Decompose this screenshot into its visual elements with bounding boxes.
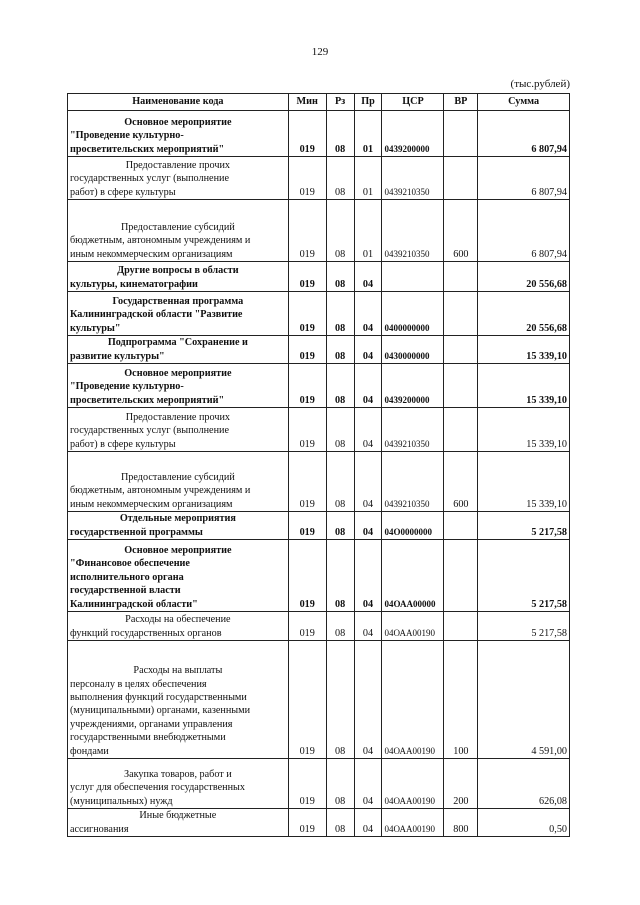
row-vr (444, 111, 478, 157)
row-sum: 0,50 (478, 809, 570, 837)
row-name (68, 540, 289, 612)
row-name (68, 364, 289, 408)
row-min: 019 (288, 809, 326, 837)
row-name-line: Калининградской области" (70, 598, 198, 610)
row-rz: 08 (326, 336, 354, 364)
row-csr: 0439210350 (382, 157, 444, 200)
row-pr: 01 (354, 111, 382, 157)
row-name-line: ассигнования (70, 823, 129, 835)
row-name (68, 612, 289, 641)
row-pr: 01 (354, 157, 382, 200)
row-name-line: Основное мероприятие (124, 116, 232, 128)
row-name-line: услуг для обеспечения государственных (70, 782, 245, 794)
row-name-line: культуры" (70, 322, 121, 334)
row-csr: 0439200000 (382, 111, 444, 157)
row-csr: 04ОАА00190 (382, 759, 444, 809)
row-pr: 04 (354, 612, 382, 641)
row-rz: 08 (326, 364, 354, 408)
row-name-line: иным некоммерческим организациям (70, 248, 233, 260)
budget-table (67, 93, 570, 837)
row-name (68, 408, 289, 452)
row-min: 019 (288, 157, 326, 200)
row-pr: 04 (354, 759, 382, 809)
row-sum: 5 217,58 (478, 512, 570, 540)
page-number: 129 (311, 46, 329, 58)
row-min: 019 (288, 540, 326, 612)
row-sum: 20 556,68 (478, 262, 570, 292)
table-row (68, 200, 570, 262)
row-vr (444, 408, 478, 452)
row-sum: 6 807,94 (478, 157, 570, 200)
row-name-line: государственных услуг (выполнение (70, 425, 230, 437)
row-name-line: Расходы на выплаты (133, 665, 223, 677)
header-sum: Сумма (478, 94, 570, 111)
row-rz: 08 (326, 759, 354, 809)
row-name (68, 292, 289, 336)
row-sum: 15 339,10 (478, 364, 570, 408)
row-name-line: Предоставление субсидий (120, 221, 235, 233)
row-pr: 04 (354, 408, 382, 452)
table-row (68, 408, 570, 452)
header-csr: ЦСР (382, 94, 444, 111)
row-name (68, 759, 289, 809)
row-vr (444, 364, 478, 408)
row-name-line: "Проведение культурно- (70, 130, 184, 142)
row-csr: 0439210350 (382, 200, 444, 262)
row-min: 019 (288, 408, 326, 452)
row-name-line: развитие культуры" (70, 350, 165, 362)
row-rz: 08 (326, 292, 354, 336)
row-name (68, 452, 289, 512)
row-rz: 08 (326, 809, 354, 837)
row-name-line: Основное мероприятие (124, 367, 232, 379)
row-name-line: Предоставление прочих (125, 159, 231, 171)
row-name-line: просветительских мероприятий" (70, 143, 225, 155)
row-rz: 08 (326, 262, 354, 292)
row-csr: 0439210350 (382, 408, 444, 452)
row-name-line: бюджетным, автономным учреждениям и (70, 235, 251, 247)
row-name-line: Основное мероприятие (124, 544, 232, 556)
row-rz: 08 (326, 612, 354, 641)
table-header-row (68, 94, 570, 111)
row-vr (444, 336, 478, 364)
row-name-line: выполнения функций государственными (70, 691, 247, 703)
row-name-line: Государственная программа (112, 295, 244, 307)
row-pr: 04 (354, 512, 382, 540)
row-pr: 04 (354, 336, 382, 364)
row-csr: 0439210350 (382, 452, 444, 512)
row-name (68, 262, 289, 292)
row-name-line: персоналу в целях обеспечения (70, 678, 207, 690)
row-min: 019 (288, 364, 326, 408)
row-min: 019 (288, 759, 326, 809)
row-csr: 04ОАА00190 (382, 809, 444, 837)
row-min: 019 (288, 111, 326, 157)
row-min: 019 (288, 336, 326, 364)
table-row (68, 540, 570, 612)
row-rz: 08 (326, 111, 354, 157)
row-rz: 08 (326, 540, 354, 612)
row-csr: 0439200000 (382, 364, 444, 408)
header-vr: ВР (444, 94, 478, 111)
row-sum: 5 217,58 (478, 612, 570, 641)
row-name-line: "Проведение культурно- (70, 381, 184, 393)
row-vr: 200 (444, 759, 478, 809)
row-pr: 04 (354, 540, 382, 612)
row-pr: 04 (354, 452, 382, 512)
row-csr (382, 262, 444, 292)
row-name-line: иным некоммерческим организациям (70, 498, 233, 510)
row-name-line: Другие вопросы в области (117, 265, 239, 277)
row-min: 019 (288, 200, 326, 262)
row-sum: 6 807,94 (478, 200, 570, 262)
row-min: 019 (288, 452, 326, 512)
row-sum: 15 339,10 (478, 408, 570, 452)
row-name-line: учреждениями, органами управления (70, 718, 233, 730)
row-min: 019 (288, 512, 326, 540)
row-name-line: (муниципальными) органами, казенными (70, 705, 251, 717)
row-name-line: Расходы на обеспечение (125, 614, 231, 626)
row-pr: 04 (354, 809, 382, 837)
row-rz: 08 (326, 452, 354, 512)
row-name-line: фондами (70, 745, 109, 757)
row-csr: 04ОАА00000 (382, 540, 444, 612)
row-csr: 0400000000 (382, 292, 444, 336)
row-name-line: исполнительного органа (70, 571, 184, 583)
row-min: 019 (288, 292, 326, 336)
row-name (68, 809, 289, 837)
row-vr (444, 540, 478, 612)
row-vr (444, 157, 478, 200)
row-name-line: Калининградской области "Развитие (70, 309, 243, 321)
row-name-line: государственной программы (70, 526, 203, 538)
row-csr: 0430000000 (382, 336, 444, 364)
table-row (68, 157, 570, 200)
row-pr: 04 (354, 292, 382, 336)
row-name-line: Подпрограмма "Сохранение и (107, 337, 248, 349)
row-vr: 600 (444, 452, 478, 512)
table-row (68, 262, 570, 292)
row-name-line: "Финансовое обеспечение (70, 558, 190, 570)
row-min: 019 (288, 262, 326, 292)
units-label: (тыс.рублей) (510, 78, 570, 90)
row-sum: 6 807,94 (478, 111, 570, 157)
table-row (68, 809, 570, 837)
row-name-line: Предоставление прочих (125, 411, 231, 423)
row-rz: 08 (326, 200, 354, 262)
row-name (68, 512, 289, 540)
row-name-line: бюджетным, автономным учреждениям и (70, 485, 251, 497)
table-row (68, 641, 570, 759)
row-csr: 04ОАА00190 (382, 641, 444, 759)
row-name-line: просветительских мероприятий" (70, 394, 225, 406)
row-rz: 08 (326, 512, 354, 540)
table-row (68, 512, 570, 540)
row-name (68, 336, 289, 364)
row-name (68, 157, 289, 200)
row-name-line: работ) в сфере культуры (70, 186, 176, 198)
table-row (68, 111, 570, 157)
row-sum: 15 339,10 (478, 336, 570, 364)
row-vr (444, 512, 478, 540)
row-name-line: (муниципальных) нужд (70, 795, 173, 807)
row-name (68, 111, 289, 157)
row-sum: 626,08 (478, 759, 570, 809)
row-min: 019 (288, 612, 326, 641)
row-vr (444, 262, 478, 292)
row-name-line: работ) в сфере культуры (70, 438, 176, 450)
header-name: Наименование кода (68, 94, 289, 111)
header-rz: Рз (326, 94, 354, 111)
row-vr: 600 (444, 200, 478, 262)
row-name-line: Отдельные мероприятия (119, 513, 236, 525)
table-row (68, 364, 570, 408)
row-rz: 08 (326, 408, 354, 452)
row-sum: 5 217,58 (478, 540, 570, 612)
row-name (68, 200, 289, 262)
table-row (68, 452, 570, 512)
row-pr: 04 (354, 641, 382, 759)
row-vr: 800 (444, 809, 478, 837)
row-csr: 04О0000000 (382, 512, 444, 540)
row-pr: 04 (354, 262, 382, 292)
table-row (68, 292, 570, 336)
row-pr: 04 (354, 364, 382, 408)
row-vr (444, 292, 478, 336)
row-pr: 01 (354, 200, 382, 262)
table-row (68, 336, 570, 364)
row-rz: 08 (326, 641, 354, 759)
table-row (68, 759, 570, 809)
header-pr: Пр (354, 94, 382, 111)
row-name-line: функций государственных органов (70, 627, 222, 639)
table-row (68, 612, 570, 641)
row-sum: 20 556,68 (478, 292, 570, 336)
header-min: Мин (288, 94, 326, 111)
row-name-line: Закупка товаров, работ и (124, 768, 232, 780)
row-name-line: государственными внебюджетными (70, 732, 226, 744)
row-name-line: государственных услуг (выполнение (70, 173, 230, 185)
row-vr (444, 612, 478, 641)
row-vr: 100 (444, 641, 478, 759)
row-sum: 15 339,10 (478, 452, 570, 512)
row-name (68, 641, 289, 759)
row-name-line: Иные бюджетные (139, 810, 217, 822)
row-sum: 4 591,00 (478, 641, 570, 759)
row-csr: 04ОАА00190 (382, 612, 444, 641)
row-name-line: государственной власти (70, 585, 181, 597)
row-rz: 08 (326, 157, 354, 200)
row-min: 019 (288, 641, 326, 759)
row-name-line: культуры, кинематографии (70, 278, 198, 290)
row-name-line: Предоставление субсидий (120, 471, 235, 483)
